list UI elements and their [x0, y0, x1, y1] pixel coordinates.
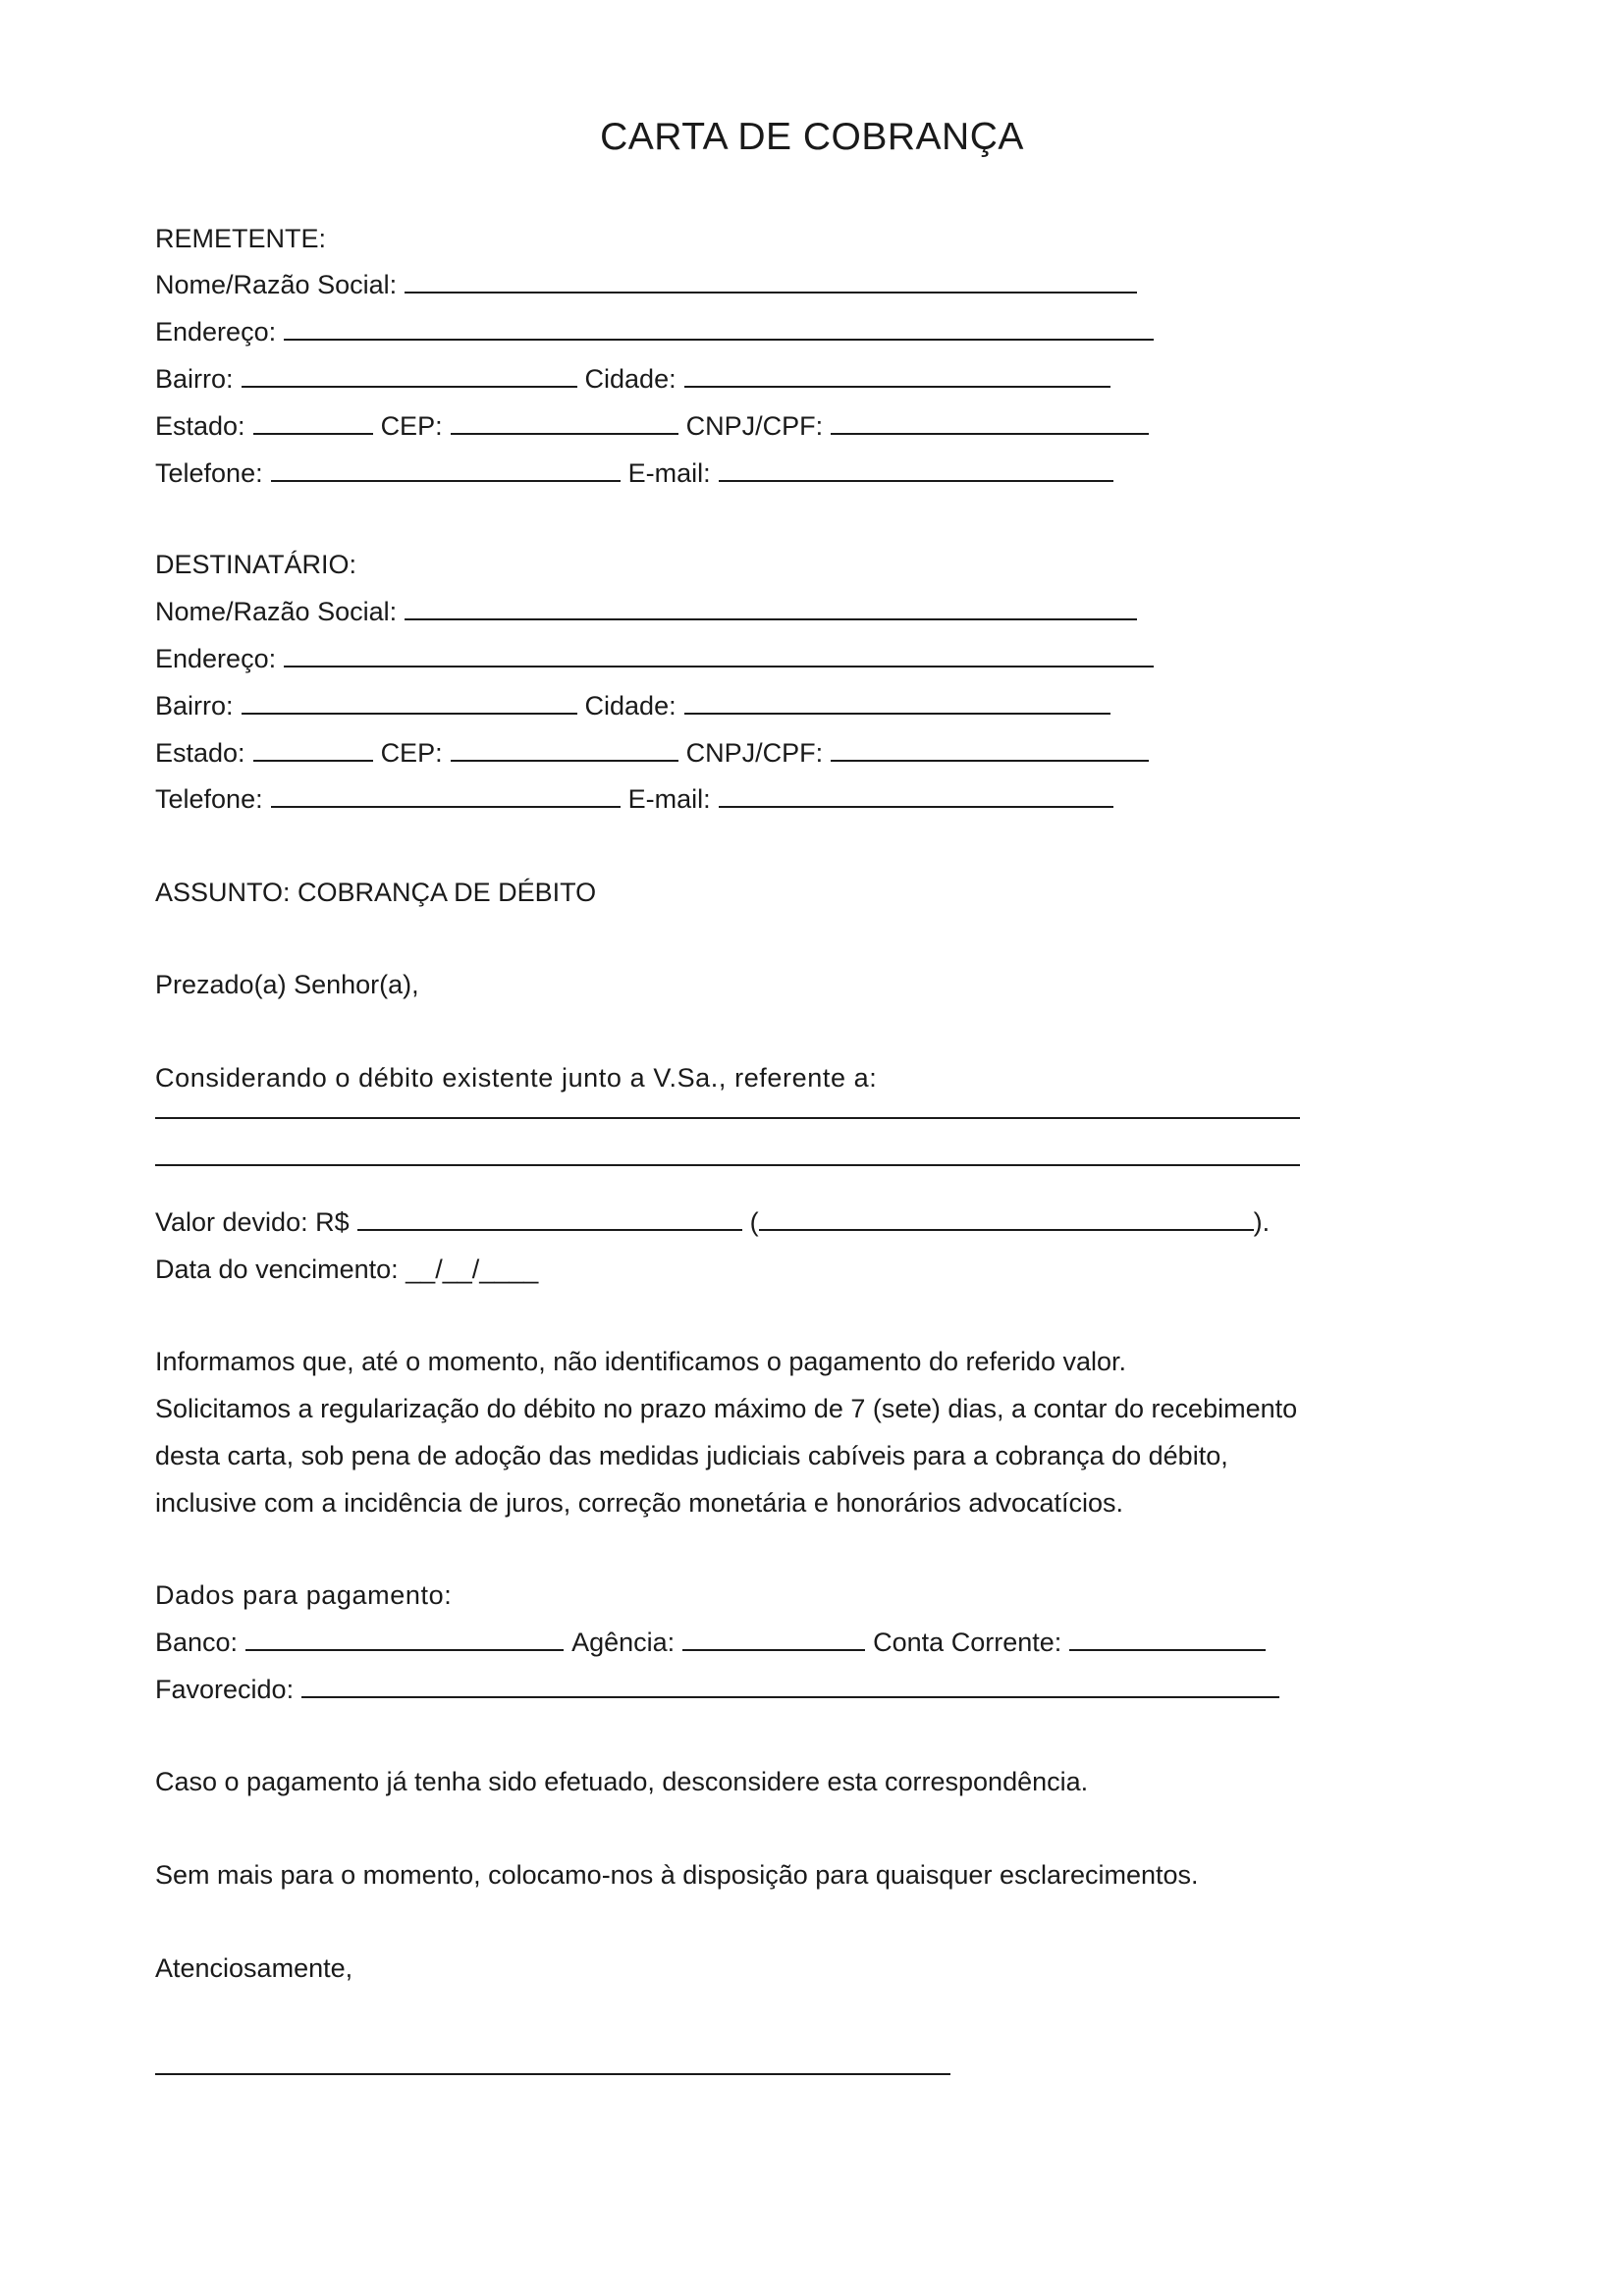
sender-phone-label: Telefone: — [155, 458, 263, 488]
sender-address-field[interactable] — [284, 315, 1154, 341]
body-line-3: desta carta, sob pena de adoção das medidas judiciais cabíveis para a cobrança do débito, — [155, 1441, 1228, 1470]
debt-reference-line-1[interactable] — [155, 1117, 1300, 1119]
recipient-address-field[interactable] — [284, 642, 1154, 667]
closing-note: Sem mais para o momento, colocamo-nos à disposição para quaisquer esclarecimentos. — [155, 1860, 1199, 1890]
recipient-address-label: Endereço: — [155, 644, 277, 673]
body-line-1: Informamos que, até o momento, não identificamos o pagamento do referido valor. — [155, 1347, 1127, 1376]
recipient-district-field[interactable] — [242, 689, 577, 715]
recipient-tax-id-field[interactable] — [831, 736, 1149, 762]
amount-words-close: ). — [1253, 1207, 1271, 1237]
sender-district-field[interactable] — [242, 362, 577, 388]
recipient-city-label: Cidade: — [584, 691, 677, 721]
debt-intro: Considerando o débito existente junto a V.Sa., referente a: — [155, 1063, 878, 1093]
sender-name-row — [155, 268, 1137, 301]
account-field[interactable] — [1069, 1626, 1266, 1651]
subject-line: ASSUNTO: COBRANÇA DE DÉBITO — [155, 878, 597, 907]
debt-reference-line-2[interactable] — [155, 1164, 1300, 1166]
recipient-tax-id-label: CNPJ/CPF: — [685, 738, 824, 768]
sender-zip-label: CEP: — [380, 411, 443, 441]
recipient-name-label: Nome/Razão Social: — [155, 597, 398, 626]
payee-field[interactable] — [301, 1673, 1279, 1698]
payment-payee-row — [155, 1673, 1279, 1706]
sender-zip-field[interactable] — [451, 409, 678, 435]
recipient-city-field[interactable] — [684, 689, 1110, 715]
bank-field[interactable] — [245, 1626, 564, 1651]
sender-city-label: Cidade: — [584, 364, 677, 394]
recipient-state-zip-tax-row — [155, 736, 1149, 770]
payee-label: Favorecido: — [155, 1675, 295, 1704]
due-date-field[interactable]: __/__/____ — [406, 1255, 539, 1284]
recipient-phone-email-row — [155, 782, 1113, 816]
sender-district-city-row — [155, 362, 1110, 396]
recipient-address-row — [155, 642, 1154, 675]
sender-phone-field[interactable] — [271, 456, 621, 482]
recipient-zip-label: CEP: — [380, 738, 443, 768]
sender-email-label: E-mail: — [627, 458, 711, 488]
sender-state-label: Estado: — [155, 411, 245, 441]
sender-name-label: Nome/Razão Social: — [155, 270, 398, 299]
amount-words-field[interactable] — [759, 1205, 1254, 1231]
payment-heading: Dados para pagamento: — [155, 1580, 453, 1610]
sender-tax-id-label: CNPJ/CPF: — [685, 411, 824, 441]
due-date-row — [155, 1253, 538, 1286]
recipient-phone-label: Telefone: — [155, 784, 263, 814]
recipient-state-label: Estado: — [155, 738, 245, 768]
recipient-email-field[interactable] — [719, 782, 1113, 808]
bank-label: Banco: — [155, 1628, 239, 1657]
sender-district-label: Bairro: — [155, 364, 234, 394]
sender-state-field[interactable] — [253, 409, 373, 435]
recipient-district-label: Bairro: — [155, 691, 234, 721]
recipient-phone-field[interactable] — [271, 782, 621, 808]
sender-tax-id-field[interactable] — [831, 409, 1149, 435]
sender-state-zip-tax-row — [155, 409, 1149, 443]
recipient-name-row — [155, 595, 1137, 628]
recipient-heading: DESTINATÁRIO: — [155, 550, 357, 579]
amount-row — [155, 1205, 1270, 1239]
sender-heading: REMETENTE: — [155, 224, 327, 253]
account-label: Conta Corrente: — [873, 1628, 1062, 1657]
amount-words-open: ( — [749, 1207, 759, 1237]
signature-line[interactable] — [155, 2073, 950, 2075]
amount-field[interactable] — [357, 1205, 742, 1231]
branch-label: Agência: — [571, 1628, 676, 1657]
payment-bank-row — [155, 1626, 1266, 1659]
recipient-zip-field[interactable] — [451, 736, 678, 762]
sender-name-field[interactable] — [405, 268, 1137, 294]
body-line-4: inclusive com a incidência de juros, correção monetária e honorários advocatícios. — [155, 1488, 1124, 1518]
recipient-state-field[interactable] — [253, 736, 373, 762]
signoff: Atenciosamente, — [155, 1953, 353, 1983]
recipient-district-city-row — [155, 689, 1110, 722]
recipient-email-label: E-mail: — [627, 784, 711, 814]
sender-city-field[interactable] — [684, 362, 1110, 388]
due-date-label: Data do vencimento: — [155, 1255, 399, 1284]
page-title: CARTA DE COBRANÇA — [600, 116, 1024, 158]
greeting: Prezado(a) Senhor(a), — [155, 970, 419, 999]
amount-label: Valor devido: R$ — [155, 1207, 350, 1237]
disregard-note: Caso o pagamento já tenha sido efetuado, desconsidere esta correspondência. — [155, 1767, 1089, 1796]
sender-address-label: Endereço: — [155, 317, 277, 347]
sender-email-field[interactable] — [719, 456, 1113, 482]
branch-field[interactable] — [682, 1626, 865, 1651]
body-line-2: Solicitamos a regularização do débito no prazo máximo de 7 (sete) dias, a contar do recebimento — [155, 1394, 1298, 1423]
sender-phone-email-row — [155, 456, 1113, 490]
sender-address-row — [155, 315, 1154, 348]
recipient-name-field[interactable] — [405, 595, 1137, 620]
